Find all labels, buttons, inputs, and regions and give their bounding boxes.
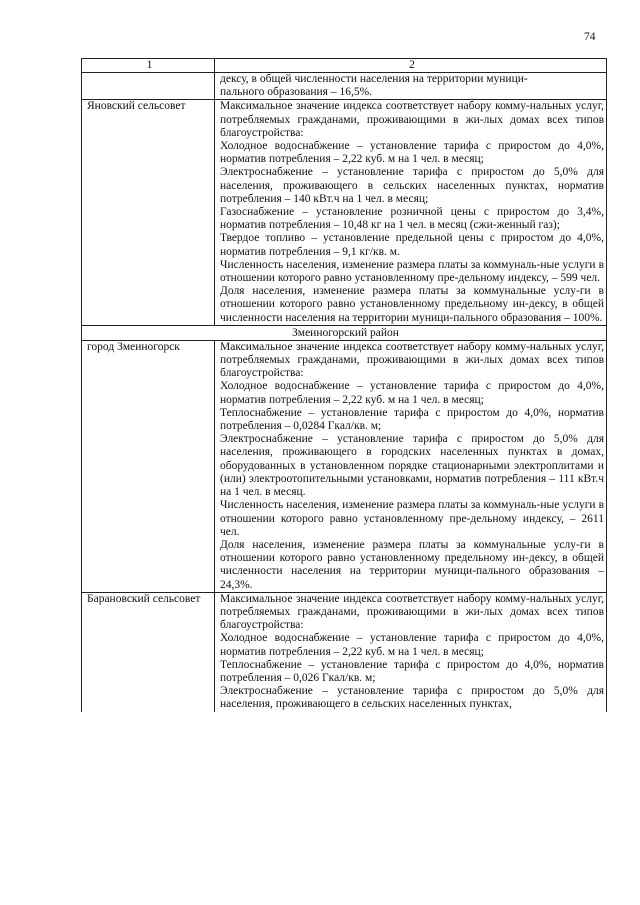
continuation-name-cell (82, 73, 215, 100)
section-title: Змеиногорский район (82, 325, 607, 340)
continuation-line-1: дексу, в общей численности населения на территории муници- (220, 73, 528, 85)
municipality-name: Барановский сельсовет (82, 592, 215, 711)
paragraph: Холодное водоснабжение – установление тарифа с приростом до 4,0%, норматив потребления – 2,22 куб. м на 1 чел. в месяц; (220, 140, 604, 166)
column-header-1: 1 (82, 59, 215, 73)
continuation-row (82, 73, 607, 100)
municipality-row-yanovsky (82, 100, 607, 325)
municipality-row-zmeinogorsk (82, 340, 607, 592)
paragraph: Численность населения, изменение размера платы за коммуналь-ные услуги в отношении которого равно установленному пре-дельному индексу, – 599 чел. (220, 258, 604, 285)
municipality-details (215, 340, 607, 592)
paragraph: Холодное водоснабжение – установление тарифа с приростом до 4,0%, норматив потребления – 2,22 куб. м на 1 чел. в месяц; (220, 380, 604, 406)
municipality-row-baranovsky (82, 592, 607, 711)
paragraph: Максимальное значение индекса соответствует набору комму-нальных услуг, потребляемых гражданами, проживающими в жи-лых домах всех типов благоустройства: (220, 592, 604, 632)
paragraph: Электроснабжение – установление тарифа с приростом до 5,0% для населения, проживающего в сельских населенных пунктах, норматив потребления – 140 кВт.ч на 1 чел. в месяц; (220, 166, 604, 205)
paragraph: Доля населения, изменение размера платы за коммунальные услу-ги в отношении которого равно установленному предельному ин-дексу, в общей численности населения на территории муници-пального образования – 100%. (220, 285, 604, 324)
section-row (82, 325, 607, 340)
page-number: 74 (584, 31, 596, 43)
continuation-text-cell (215, 73, 607, 100)
municipality-details (215, 592, 607, 711)
paragraph: Электроснабжение – установление тарифа с приростом до 5,0% для населения, проживающего в городских населенных пунктах в домах, оборудованных в установленном порядке стационарными электроплитами и (или) электроотопительными установками, норматив потребления – 111 кВт.ч на 1 чел. в месяц. (220, 433, 604, 499)
paragraph: Доля населения, изменение размера платы за коммунальные услу-ги в отношении которого равно установленному предельному ин-дексу, в общей численности населения на территории муници-пального образования – 24,3%. (220, 538, 604, 591)
paragraph: Численность населения, изменение размера платы за коммуналь-ные услуги в отношении которого равно установленному пре-дельному индексу, – 2611 чел. (220, 499, 604, 538)
tariff-table (81, 58, 607, 712)
paragraph: Максимальное значение индекса соответствует набору комму-нальных услуг, потребляемых гражданами, проживающими в жи-лых домах всех типов благоустройства: (220, 340, 604, 380)
paragraph: Теплоснабжение – установление тарифа с приростом до 4,0%, норматив потребления – 0,026 Гкал/кв. м; (220, 658, 604, 684)
municipality-name: Яновский сельсовет (82, 100, 215, 325)
paragraph: Холодное водоснабжение – установление тарифа с приростом до 4,0%, норматив потребления – 2,22 куб. м на 1 чел. в месяц; (220, 632, 604, 658)
paragraph: Теплоснабжение – установление тарифа с приростом до 4,0%, норматив потребления – 0,0284 Гкал/кв. м; (220, 406, 604, 433)
table-header-row (82, 59, 607, 73)
continuation-line-2: пального образования – 16,5%. (220, 86, 373, 99)
municipality-name: город Змеиногорск (82, 340, 215, 592)
paragraph: Твердое топливо – установление предельной цены с приростом до 4,0%, норматив потребления – 9,1 кг/кв. м. (220, 232, 604, 258)
paragraph: Электроснабжение – установление тарифа с приростом до 5,0% для населения, проживающего в сельских населенных пунктах, (220, 685, 604, 711)
municipality-details (215, 100, 607, 325)
paragraph: Газоснабжение – установление розничной цены с приростом до 3,4%, норматив потребления – 10,48 кг на 1 чел. в месяц (сжи-женный газ); (220, 206, 604, 232)
paragraph: Максимальное значение индекса соответствует набору комму-нальных услуг, потребляемых гражданами, проживающими в жи-лых домах всех типов благоустройства: (220, 100, 604, 139)
column-header-2: 2 (215, 59, 607, 73)
